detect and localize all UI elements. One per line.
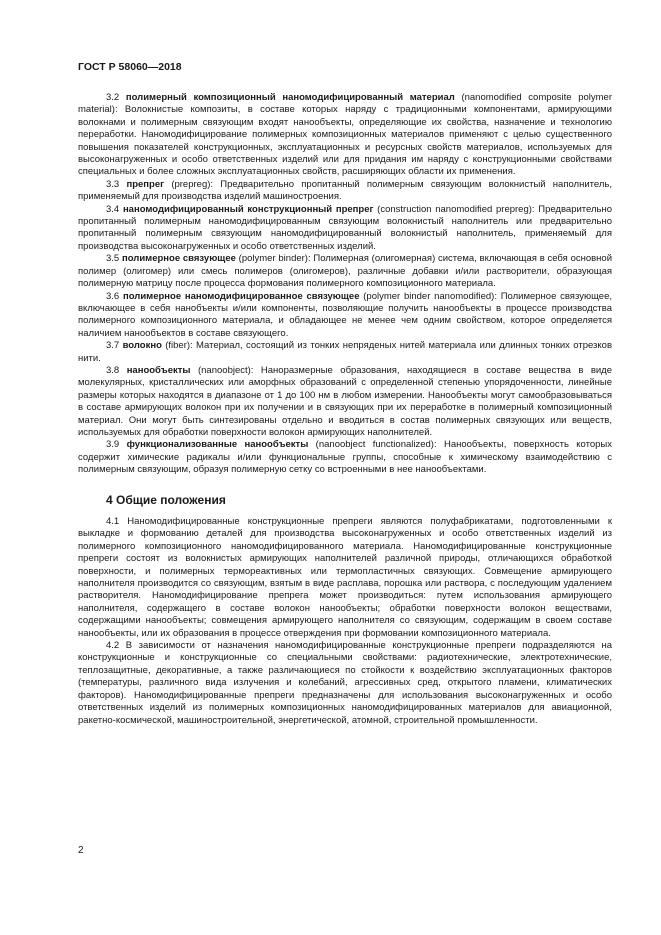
term-definition: (prepreg): Предварительно пропитанный полимерным связующим волокнистый наполнитель, применяемый для производства изделий машиностроения. [78,178,612,203]
term-number: 3.3 [106,178,120,190]
term-definition: (nanoobject functionalized): Нанообъекты, поверхность которых содержит химические радикалы и/или функциональные группы, способные к химическому взаимодействию с полимерным связующим, образуя полимерную сетку со встроенными в нее нанообъектами. [78,439,612,476]
term-3-8 [78,365,612,439]
paragraph-4-2: 4.2 В зависимости от назначения наномодифицированные конструкционные препреги подразделяются на конструкционные и конструкционные со специальными свойствами: радиотехнические, электротехнические, теплозащитные, декоративные, а также различающиеся по стойкости к воздействию эксплуатационных факторов (температуры, различного вида излучения и колебаний, агрессивных сред, открытого пламени, климатических факторов). Наномодифицированные препреги предназначены для использования высоконагруженных и особо ответственных изделий из полимерных композиционных наномодифицированных материалов для авиационной, ракетно-космической, машиностроительной, энергетической, атомной, строительной промышленности. [78,640,612,726]
term-number: 3.2 [106,92,120,103]
paragraph-4-1: 4.1 Наномодифицированные конструкционные препреги являются полуфабрикатами, подготовленными к выкладке и формованию деталей для производства высоконагруженных и особо ответственных изделий из полимерного композиционного наномодифицированного материала. Наномодифицированные конструкционные препреги состоят из волокнистых армирующих наполнителей различной природы, отличающихся обработкой поверхности, и полимерных термореактивных или термопластичных связующих. Совмещение армирующего наполнителя производится со связующим, взятым в виде расплава, порошка или раствора, с последующим удалением растворителя. Наномодифицирование препрега может производиться: путем использования армирующего наполнителя, содержащего в составе волокон нанообъекты; обработки поверхности волокон веществами, содержащими нанообъекты; совмещения армирующего наполнителя со связующим, содержащим в своем составе нанообъекты, или их образования в процессе отверждения при формовании композиционного материала. [78,516,612,639]
term-name: полимерный композиционный наномодифицированный материал [125,92,455,103]
term-number: 3.8 [106,364,120,376]
term-number: 3.5 [106,253,120,265]
term-3-6 [78,291,612,341]
term-number: 3.4 [106,203,120,215]
term-name: препрег [126,178,165,190]
term-name: наномодифицированный конструкционный препрег [122,203,374,215]
term-name: функционализованные нанообъекты [126,439,309,451]
term-number: 3.7 [106,340,120,352]
term-definition: (nanomodified composite polymer material): Волокнистые композиты, в составе которых наряду с традиционными компонентами, армирующими волокнами и полимерным связующим входят нанообъекты, определяющие их свойства, назначение и технологию переработки. Наномодифицирование полимерных композиционных материалов применяют с целью существенного повышения показателей конструкционных, эксплуатационных и ресурсных свойств материалов, используемых для высоконагруженных и особо ответственных изделий или для придания им наряду с конструкционными свойствами специальных и более сложных эксплуатационных свойств, расширяющих области их применения. [78,92,613,178]
term-definition: (construction nanomodified prepreg): Предварительно пропитанный полимерным наномодифицированным связующим волокнистый наполнитель или предварительно пропитанный полимерным связующим наномодифицированный волокнистый наполнитель, применяемый для производства высоконагруженных и особо ответственных изделий. [78,203,613,252]
term-3-2 [78,92,612,179]
term-number: 3.9 [106,439,120,451]
term-name: волокно [122,340,162,352]
document-body [78,92,612,727]
term-3-3 [78,179,612,204]
term-name: нанообъекты [126,364,191,376]
term-3-5 [78,253,612,290]
term-definition: (fiber): Материал, состоящий из тонких непряденых нитей материала или длинных тонких отрезков нити. [78,340,613,364]
term-definition: (polymer binder nanomodified): Полимерное связующее, включающее в себя нанобъекты и/или компоненты, позволяющие получить нанообъекты в процессе производства полимерного композиционного материала, и обладающее не менее чем одним свойством, которое определяется наличием нанообъектов в составе связующего. [78,290,612,339]
term-3-9 [78,439,612,476]
term-definition: (polymer binder): Полимерная (олигомерная) система, включающая в себя основной полимер (олигомер) или смесь полимеров (олигомеров), различные добавки и/или растворители, образующая полимерную матрицу после процесса формования полимерного композиционного материала. [78,253,613,290]
term-number: 3.6 [106,290,120,302]
section-heading: 4 Общие положения [106,492,226,507]
document-header: ГОСТ Р 58060—2018 [78,61,182,73]
page-number: 2 [78,845,84,856]
term-3-7 [78,340,612,365]
term-name: полимерное связующее [122,253,236,265]
term-name: полимерное наномодифицированное связующее [122,290,360,302]
term-definition: (nanoobject): Наноразмерные образования, находящиеся в составе вещества в виде молекулярных, кристаллических или аморфных образований с определенной степенью упорядоченности, линейные размеры которых находятся в диапазоне от 1 до 100 нм в любом измерении. Нанообъекты могут самообразовываться в составе армирующих волокон при их получении и в связующих при их переработке в полимерный композиционный материал. Они могут быть синтезированы отдельно и вводиться в состав полимерных связующих или веществ, используемых для обработки поверхности волокон армирующих наполнителей. [78,364,613,438]
term-3-4 [78,204,612,254]
terms-list [78,92,612,477]
